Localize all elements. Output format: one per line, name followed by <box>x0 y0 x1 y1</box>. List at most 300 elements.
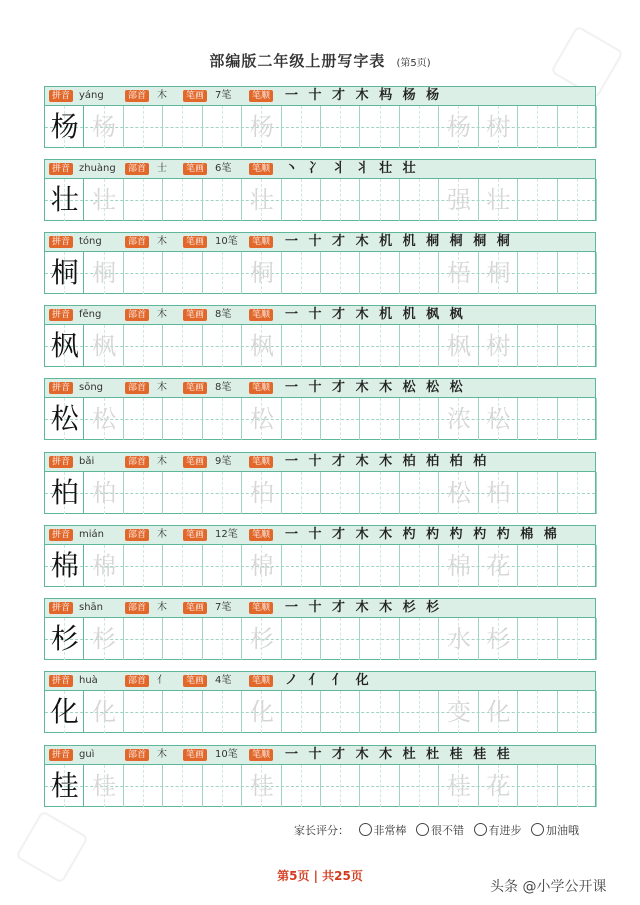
char-info-bar <box>45 160 595 179</box>
stroke-count: 8笔 <box>215 382 232 393</box>
guide-line <box>340 106 341 148</box>
char-info-bar <box>45 526 595 545</box>
order-tag: 笔顺 <box>249 749 273 761</box>
pinyin-value: zhuàng <box>79 163 116 174</box>
writing-cell[interactable] <box>203 252 242 294</box>
writing-cell[interactable] <box>203 545 242 587</box>
guide-line <box>537 472 538 514</box>
guide-line <box>380 325 381 367</box>
model-character: 桐 <box>50 256 79 289</box>
char-row <box>44 305 596 367</box>
guide-line <box>537 618 538 660</box>
guide-line <box>340 398 341 440</box>
stroke-count: 6笔 <box>215 163 232 174</box>
char-row <box>44 598 596 660</box>
trace-character: 柏 <box>92 479 117 507</box>
guide-line <box>380 472 381 514</box>
writing-cell[interactable] <box>203 618 242 660</box>
guide-line <box>380 691 381 733</box>
guide-line <box>577 765 578 807</box>
stroke-count: 10笔 <box>215 749 238 760</box>
word-trace-character: 桂 <box>446 772 471 800</box>
writing-cell[interactable] <box>163 398 202 440</box>
writing-cell[interactable] <box>282 325 321 367</box>
stroke-order: 一 十 才 木 木 杉 杉 <box>285 600 443 615</box>
guide-line <box>143 179 144 221</box>
order-tag: 笔顺 <box>249 675 273 687</box>
stroke-count: 9笔 <box>215 456 232 467</box>
pinyin-value: shān <box>79 602 104 613</box>
guide-line <box>419 765 420 807</box>
pinyin-tag: 拼音 <box>49 90 73 102</box>
stroke-order: 一 十 才 木 木 杓 杓 杓 杓 杓 棉 棉 <box>285 527 560 542</box>
char-row <box>44 232 596 294</box>
char-info-bar <box>45 87 595 106</box>
radical-tag: 部首 <box>125 90 149 102</box>
writing-cell[interactable] <box>400 765 439 807</box>
guide-line <box>419 472 420 514</box>
guide-line <box>222 545 223 587</box>
strokes-tag: 笔画 <box>183 309 207 321</box>
stroke-order: 丶 冫 丬 丬 壮 壮 <box>285 161 419 176</box>
word-trace-character: 浓 <box>446 405 471 433</box>
trace-character: 松 <box>249 405 274 433</box>
writing-cell[interactable] <box>558 325 597 367</box>
writing-cell[interactable] <box>400 472 439 514</box>
writing-cell[interactable] <box>203 106 242 148</box>
word-trace-character: 松 <box>446 479 471 507</box>
guide-line <box>380 398 381 440</box>
guide-line <box>182 545 183 587</box>
writing-cell[interactable] <box>400 691 439 733</box>
writing-cell[interactable] <box>282 545 321 587</box>
guide-line <box>143 252 144 294</box>
writing-cell[interactable] <box>400 545 439 587</box>
writing-cell[interactable] <box>282 618 321 660</box>
writing-cell[interactable] <box>518 398 557 440</box>
char-row <box>44 671 596 733</box>
stroke-count: 10笔 <box>215 236 238 247</box>
strokes-tag: 笔画 <box>183 236 207 248</box>
guide-line <box>182 618 183 660</box>
guide-line <box>182 398 183 440</box>
writing-cell[interactable] <box>360 765 399 807</box>
writing-cell[interactable] <box>282 472 321 514</box>
writing-cell[interactable] <box>203 472 242 514</box>
stroke-order: 一 十 才 木 木 杜 杜 桂 桂 桂 <box>285 747 513 762</box>
guide-line <box>537 106 538 148</box>
guide-line <box>537 398 538 440</box>
writing-cell[interactable] <box>400 325 439 367</box>
pinyin-tag: 拼音 <box>49 529 73 541</box>
writing-cell[interactable] <box>203 325 242 367</box>
guide-line <box>419 618 420 660</box>
radio-icon[interactable] <box>531 823 544 836</box>
char-info-bar <box>45 599 595 618</box>
trace-character: 柏 <box>249 479 274 507</box>
guide-line <box>537 179 538 221</box>
guide-line <box>143 545 144 587</box>
page-title: 部编版二年级上册写字表 <box>209 52 386 70</box>
writing-cell[interactable] <box>124 545 163 587</box>
order-tag: 笔顺 <box>249 163 273 175</box>
guide-line <box>419 106 420 148</box>
pinyin-value: bǎi <box>79 456 95 467</box>
writing-grid <box>45 618 595 660</box>
writing-cell[interactable] <box>321 765 360 807</box>
guide-line <box>419 252 420 294</box>
writing-cell[interactable] <box>163 179 202 221</box>
writing-cell[interactable] <box>400 398 439 440</box>
guide-line <box>577 545 578 587</box>
writing-cell[interactable] <box>124 325 163 367</box>
radical-value: 木 <box>157 309 167 320</box>
char-info-bar <box>45 746 595 765</box>
writing-cell[interactable] <box>124 691 163 733</box>
writing-cell[interactable] <box>360 106 399 148</box>
writing-cell[interactable] <box>282 691 321 733</box>
writing-cell[interactable] <box>518 691 557 733</box>
radical-tag: 部首 <box>125 236 149 248</box>
trace-character: 桂 <box>249 772 274 800</box>
order-tag: 笔顺 <box>249 382 273 394</box>
strokes-tag: 笔画 <box>183 675 207 687</box>
radical-value: 木 <box>157 529 167 540</box>
guide-line <box>340 179 341 221</box>
guide-line <box>577 691 578 733</box>
guide-line <box>577 325 578 367</box>
guide-line <box>222 765 223 807</box>
pinyin-value: huà <box>79 675 98 686</box>
writing-cell[interactable] <box>282 765 321 807</box>
guide-line <box>340 691 341 733</box>
writing-cell[interactable] <box>321 325 360 367</box>
writing-grid <box>45 252 595 294</box>
guide-line <box>182 325 183 367</box>
writing-cell[interactable] <box>163 106 202 148</box>
model-character: 柏 <box>50 476 79 509</box>
guide-line <box>182 106 183 148</box>
stroke-order: 一 十 才 木 木 柏 柏 柏 柏 <box>285 454 490 469</box>
writing-cell[interactable] <box>360 325 399 367</box>
word-trace-character: 花 <box>486 552 511 580</box>
guide-line <box>143 472 144 514</box>
writing-cell[interactable] <box>321 472 360 514</box>
radical-value: 木 <box>157 90 167 101</box>
writing-cell[interactable] <box>360 179 399 221</box>
guide-line <box>380 179 381 221</box>
rating-option[interactable]: 有进步 <box>468 824 522 837</box>
rating-label: 家长评分： <box>294 824 349 837</box>
writing-cell[interactable] <box>360 398 399 440</box>
writing-cell[interactable] <box>518 325 557 367</box>
rating-option[interactable]: 加油哦 <box>525 824 579 837</box>
radical-value: 木 <box>157 749 167 760</box>
pinyin-value: guì <box>79 749 95 760</box>
writing-cell[interactable] <box>124 179 163 221</box>
writing-grid <box>45 179 595 221</box>
word-trace-character: 变 <box>446 698 471 726</box>
radio-icon[interactable] <box>359 823 372 836</box>
pinyin-tag: 拼音 <box>49 382 73 394</box>
guide-line <box>340 325 341 367</box>
page-footer: 第5页 | 共25页 <box>277 869 363 883</box>
writing-cell[interactable] <box>282 106 321 148</box>
writing-grid <box>45 765 595 807</box>
guide-line <box>182 765 183 807</box>
strokes-tag: 笔画 <box>183 90 207 102</box>
guide-line <box>222 691 223 733</box>
writing-cell[interactable] <box>282 179 321 221</box>
writing-cell[interactable] <box>321 179 360 221</box>
writing-cell[interactable] <box>124 106 163 148</box>
guide-line <box>182 179 183 221</box>
writing-cell[interactable] <box>518 106 557 148</box>
radical-tag: 部首 <box>125 602 149 614</box>
radio-icon[interactable] <box>416 823 429 836</box>
radical-value: 亻 <box>157 675 167 686</box>
char-info-bar <box>45 672 595 691</box>
writing-grid <box>45 545 595 587</box>
guide-line <box>143 398 144 440</box>
guide-line <box>577 618 578 660</box>
radical-value: 木 <box>157 602 167 613</box>
pinyin-tag: 拼音 <box>49 675 73 687</box>
stroke-order: 一 十 才 木 木 松 松 松 <box>285 380 466 395</box>
stroke-count: 4笔 <box>215 675 232 686</box>
rating-option[interactable]: 非常棒 <box>353 824 407 837</box>
pinyin-tag: 拼音 <box>49 236 73 248</box>
writing-cell[interactable] <box>163 765 202 807</box>
guide-line <box>577 252 578 294</box>
writing-cell[interactable] <box>124 472 163 514</box>
guide-line <box>222 398 223 440</box>
writing-cell[interactable] <box>163 325 202 367</box>
writing-cell[interactable] <box>558 252 597 294</box>
writing-cell[interactable] <box>321 106 360 148</box>
trace-character: 枫 <box>249 332 274 360</box>
parent-rating <box>294 822 579 838</box>
writing-cell[interactable] <box>124 618 163 660</box>
pinyin-tag: 拼音 <box>49 602 73 614</box>
writing-cell[interactable] <box>360 545 399 587</box>
writing-cell[interactable] <box>124 765 163 807</box>
writing-cell[interactable] <box>203 765 242 807</box>
strokes-tag: 笔画 <box>183 529 207 541</box>
model-character: 壮 <box>50 183 79 216</box>
watermark: 头条 @小学公开课 <box>490 879 607 895</box>
char-row <box>44 378 596 440</box>
writing-cell[interactable] <box>558 618 597 660</box>
guide-line <box>577 179 578 221</box>
writing-grid <box>45 472 595 514</box>
writing-cell[interactable] <box>518 545 557 587</box>
guide-line <box>143 691 144 733</box>
guide-line <box>301 545 302 587</box>
model-character: 松 <box>50 402 79 435</box>
writing-cell[interactable] <box>360 472 399 514</box>
writing-cell[interactable] <box>124 252 163 294</box>
guide-line <box>301 106 302 148</box>
guide-line <box>222 179 223 221</box>
radical-tag: 部首 <box>125 675 149 687</box>
trace-character: 桂 <box>92 772 117 800</box>
trace-character: 化 <box>249 698 274 726</box>
guide-line <box>301 765 302 807</box>
order-tag: 笔顺 <box>249 456 273 468</box>
strokes-tag: 笔画 <box>183 456 207 468</box>
char-row <box>44 452 596 514</box>
guide-line <box>419 325 420 367</box>
writing-cell[interactable] <box>163 691 202 733</box>
writing-cell[interactable] <box>558 179 597 221</box>
guide-line <box>143 325 144 367</box>
guide-line <box>380 618 381 660</box>
writing-cell[interactable] <box>558 691 597 733</box>
radical-tag: 部首 <box>125 749 149 761</box>
trace-character: 杨 <box>249 113 274 141</box>
writing-cell[interactable] <box>400 618 439 660</box>
stroke-count: 7笔 <box>215 602 232 613</box>
radical-tag: 部首 <box>125 309 149 321</box>
writing-cell[interactable] <box>321 398 360 440</box>
trace-character: 化 <box>92 698 117 726</box>
word-trace-character: 花 <box>486 772 511 800</box>
word-trace-character: 化 <box>486 698 511 726</box>
word-trace-character: 树 <box>486 113 511 141</box>
writing-cell[interactable] <box>518 618 557 660</box>
char-row <box>44 86 596 148</box>
guide-line <box>577 398 578 440</box>
guide-line <box>380 545 381 587</box>
writing-cell[interactable] <box>203 398 242 440</box>
writing-cell[interactable] <box>558 545 597 587</box>
writing-cell[interactable] <box>518 765 557 807</box>
word-trace-character: 杉 <box>486 625 511 653</box>
word-trace-character: 水 <box>446 625 471 653</box>
guide-line <box>380 106 381 148</box>
writing-cell[interactable] <box>163 472 202 514</box>
char-info-bar <box>45 233 595 252</box>
guide-line <box>301 252 302 294</box>
writing-cell[interactable] <box>360 618 399 660</box>
trace-character: 棉 <box>92 552 117 580</box>
writing-cell[interactable] <box>360 252 399 294</box>
model-character: 棉 <box>50 549 79 582</box>
guide-line <box>222 252 223 294</box>
pinyin-value: mián <box>79 529 104 540</box>
pinyin-value: sōng <box>79 382 104 393</box>
writing-cell[interactable] <box>203 691 242 733</box>
model-character: 杉 <box>50 622 79 655</box>
radical-value: 士 <box>157 163 167 174</box>
writing-cell[interactable] <box>400 179 439 221</box>
order-tag: 笔顺 <box>249 90 273 102</box>
writing-grid <box>45 398 595 440</box>
pinyin-value: tóng <box>79 236 102 247</box>
guide-line <box>301 472 302 514</box>
trace-character: 壮 <box>249 186 274 214</box>
guide-line <box>182 691 183 733</box>
guide-line <box>340 252 341 294</box>
guide-line <box>340 765 341 807</box>
trace-character: 壮 <box>92 186 117 214</box>
word-trace-character: 桐 <box>486 259 511 287</box>
guide-line <box>340 618 341 660</box>
writing-cell[interactable] <box>360 691 399 733</box>
word-trace-character: 壮 <box>486 186 511 214</box>
guide-line <box>419 398 420 440</box>
strokes-tag: 笔画 <box>183 602 207 614</box>
writing-cell[interactable] <box>163 618 202 660</box>
writing-cell[interactable] <box>282 398 321 440</box>
writing-cell[interactable] <box>518 179 557 221</box>
radical-value: 木 <box>157 236 167 247</box>
radical-tag: 部首 <box>125 382 149 394</box>
writing-cell[interactable] <box>124 398 163 440</box>
writing-cell[interactable] <box>163 545 202 587</box>
writing-cell[interactable] <box>163 252 202 294</box>
pinyin-tag: 拼音 <box>49 749 73 761</box>
word-trace-character: 枫 <box>446 332 471 360</box>
guide-line <box>301 325 302 367</box>
writing-cell[interactable] <box>321 691 360 733</box>
writing-cell[interactable] <box>321 252 360 294</box>
guide-line <box>301 691 302 733</box>
stroke-count: 8笔 <box>215 309 232 320</box>
page-label: (第5页) <box>396 58 431 69</box>
char-info-bar <box>45 306 595 325</box>
trace-character: 枫 <box>92 332 117 360</box>
guide-line <box>340 545 341 587</box>
writing-cell[interactable] <box>558 398 597 440</box>
rating-option[interactable]: 很不错 <box>410 824 464 837</box>
char-row <box>44 745 596 807</box>
writing-cell[interactable] <box>518 472 557 514</box>
guide-line <box>340 472 341 514</box>
writing-cell[interactable] <box>558 765 597 807</box>
trace-character: 杨 <box>92 113 117 141</box>
char-info-bar <box>45 379 595 398</box>
model-character: 杨 <box>50 110 79 143</box>
writing-cell[interactable] <box>321 545 360 587</box>
order-tag: 笔顺 <box>249 529 273 541</box>
model-character: 化 <box>50 695 79 728</box>
writing-cell[interactable] <box>321 618 360 660</box>
stroke-order: 一 十 才 木 杩 杨 杨 <box>285 88 443 103</box>
guide-line <box>182 252 183 294</box>
guide-line <box>577 472 578 514</box>
writing-cell[interactable] <box>518 252 557 294</box>
guide-line <box>301 398 302 440</box>
writing-cell[interactable] <box>558 106 597 148</box>
guide-line <box>537 691 538 733</box>
guide-line <box>143 618 144 660</box>
pinyin-tag: 拼音 <box>49 309 73 321</box>
guide-line <box>143 106 144 148</box>
writing-cell[interactable] <box>203 179 242 221</box>
word-trace-character: 梧 <box>446 259 471 287</box>
writing-cell[interactable] <box>400 106 439 148</box>
radical-value: 木 <box>157 456 167 467</box>
guide-line <box>537 252 538 294</box>
guide-line <box>301 179 302 221</box>
writing-cell[interactable] <box>282 252 321 294</box>
stroke-count: 12笔 <box>215 529 238 540</box>
writing-cell[interactable] <box>400 252 439 294</box>
radio-icon[interactable] <box>474 823 487 836</box>
writing-cell[interactable] <box>558 472 597 514</box>
